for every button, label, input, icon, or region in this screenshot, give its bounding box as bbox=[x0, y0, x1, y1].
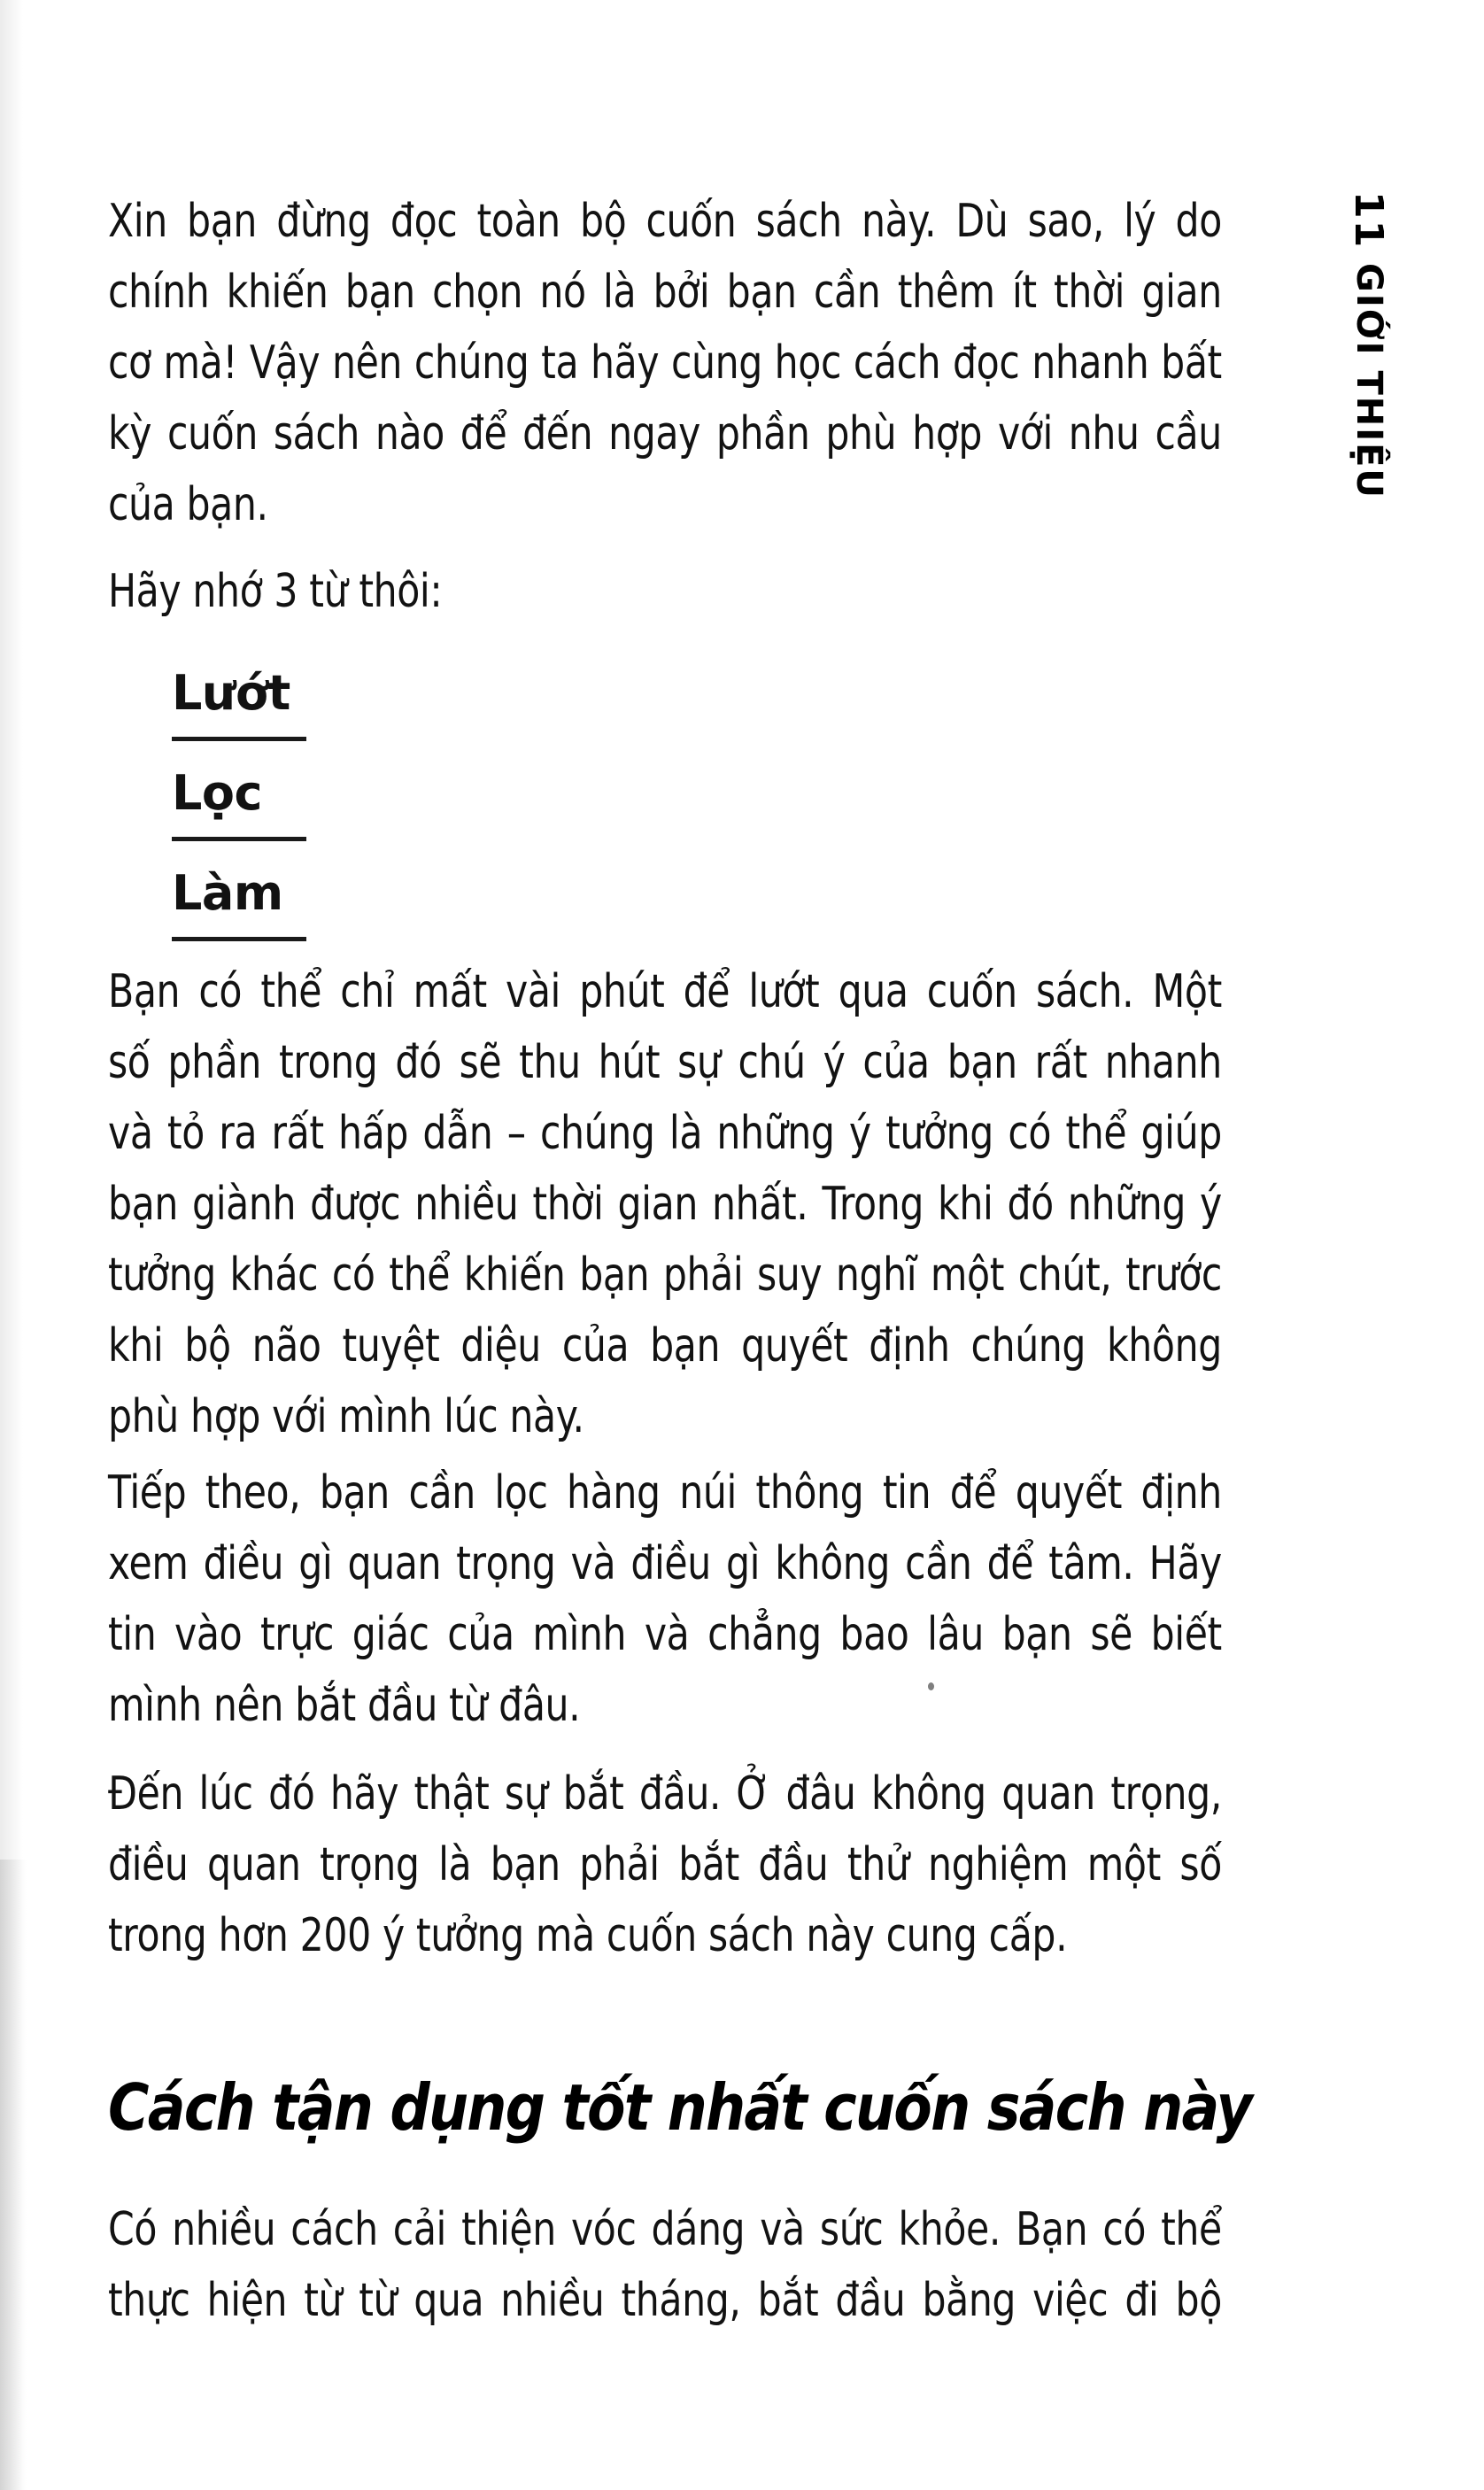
text-line: Xin bạn đừng đọc toàn bộ cuốn sách này. Dù sao, lý do bbox=[108, 195, 1222, 248]
text-line: khi bộ não tuyệt diệu của bạn quyết định chúng không bbox=[108, 1319, 1222, 1373]
text-line: số phần trong đó sẽ thu hút sự chú ý của bạn rất nhanh bbox=[108, 1036, 1222, 1089]
text-line: Có nhiều cách cải thiện vóc dáng và sức khỏe. Bạn có thể bbox=[108, 2203, 1222, 2256]
filter-paragraph bbox=[108, 1458, 1222, 1741]
text-line: Tiếp theo, bạn cần lọc hàng núi thông tin để quyết định bbox=[108, 1466, 1222, 1520]
text-line: thực hiện từ từ qua nhiều tháng, bắt đầu bằng việc đi bộ bbox=[108, 2274, 1222, 2327]
keyword-luot: Lướt bbox=[172, 666, 306, 741]
text-line: Đến lúc đó hãy thật sự bắt đầu. Ở đâu không quan trọng, bbox=[108, 1767, 1222, 1821]
text-line: và tỏ ra rất hấp dẫn – chúng là những ý tưởng có thể giúp bbox=[108, 1107, 1222, 1160]
text-line: tin vào trực giác của mình và chẳng bao lâu bạn sẽ biết bbox=[108, 1608, 1222, 1661]
scan-speck bbox=[928, 1682, 934, 1690]
text-line: cơ mà! Vậy nên chúng ta hãy cùng học cách đọc nhanh bất bbox=[108, 336, 1222, 390]
text-line: Bạn có thể chỉ mất vài phút để lướt qua cuốn sách. Một bbox=[108, 965, 1222, 1018]
text-line: Hãy nhớ 3 từ thôi: bbox=[108, 565, 443, 618]
page-edge-shade-lower bbox=[0, 1860, 27, 2490]
page-number: 11 bbox=[1346, 191, 1391, 250]
text-line: của bạn. bbox=[108, 478, 268, 531]
reminder-line bbox=[108, 556, 1222, 627]
keyword-lam: Làm bbox=[172, 866, 306, 941]
intro-paragraph bbox=[108, 186, 1222, 540]
text-line: bạn giành được nhiều thời gian nhất. Trong khi đó những ý bbox=[108, 1178, 1222, 1231]
usage-paragraph bbox=[108, 2194, 1222, 2336]
text-line: chính khiến bạn chọn nó là bởi bạn cần thêm ít thời gian bbox=[108, 266, 1222, 319]
text-line: mình nên bắt đầu từ đâu. bbox=[108, 1679, 581, 1732]
page-edge-shade bbox=[0, 0, 23, 2490]
text-line: tưởng khác có thể khiến bạn phải suy nghĩ một chút, trước bbox=[108, 1249, 1222, 1302]
skim-paragraph bbox=[108, 956, 1222, 1452]
text-line: trong hơn 200 ý tưởng mà cuốn sách này cung cấp. bbox=[108, 1909, 1068, 1962]
chapter-label: GIỚI THIỆU bbox=[1349, 263, 1389, 499]
act-paragraph bbox=[108, 1759, 1222, 1971]
section-heading: Cách tận dụng tốt nhất cuốn sách này bbox=[108, 2070, 1252, 2145]
text-line: điều quan trọng là bạn phải bắt đầu thử nghiệm một số bbox=[108, 1838, 1222, 1891]
text-line: xem điều gì quan trọng và điều gì không cần để tâm. Hãy bbox=[108, 1537, 1222, 1590]
keyword-loc: Lọc bbox=[172, 766, 306, 841]
text-line: phù hợp với mình lúc này. bbox=[108, 1390, 584, 1443]
text-line: kỳ cuốn sách nào để đến ngay phần phù hợp với nhu cầu bbox=[108, 407, 1222, 460]
